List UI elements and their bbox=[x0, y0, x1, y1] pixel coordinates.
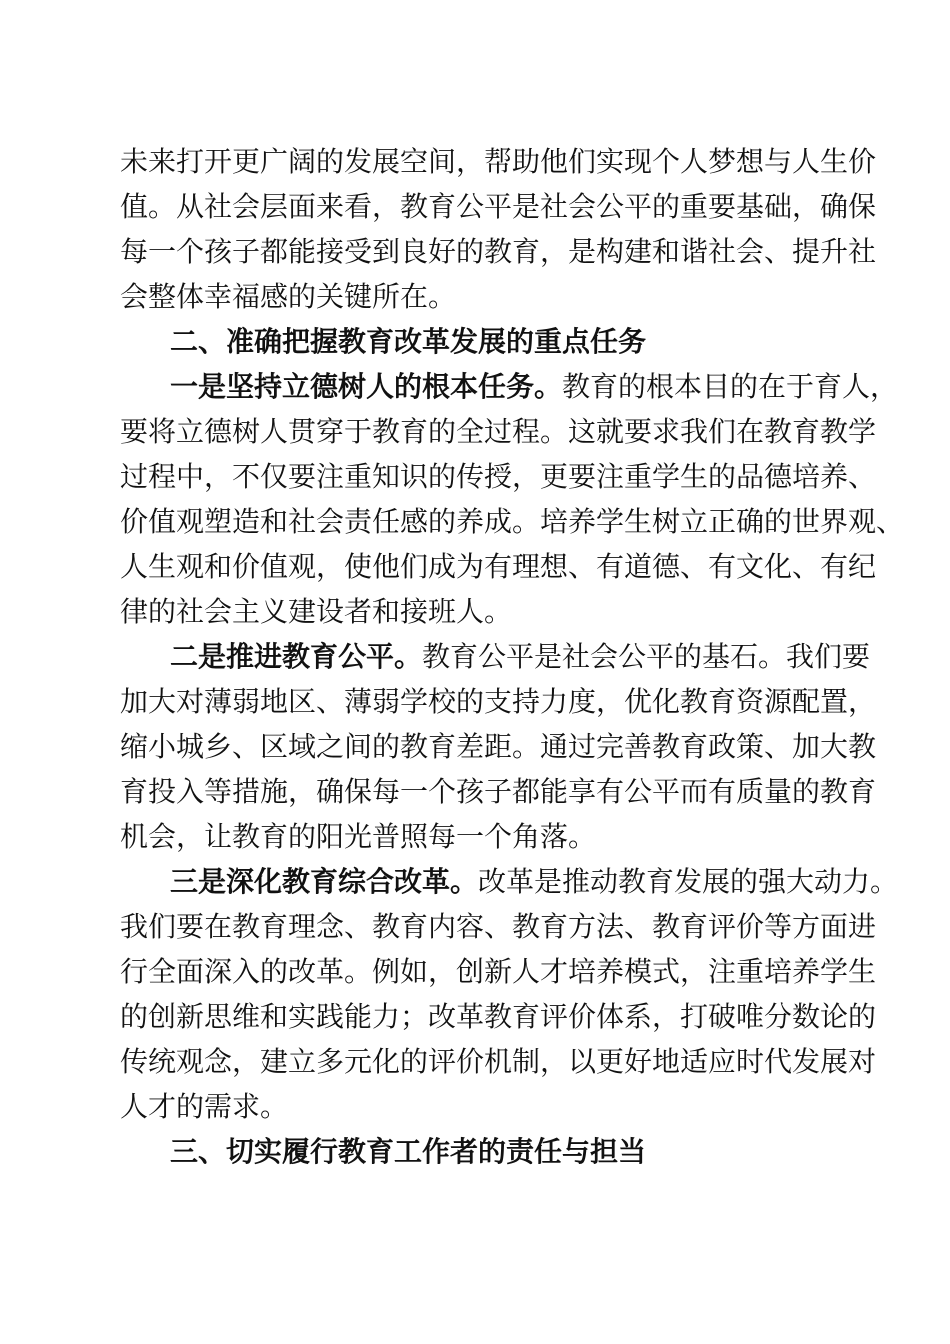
text-line: 的创新思维和实践能力；改革教育评价体系，打破唯分数论的 bbox=[120, 1000, 877, 1033]
text-line: 未来打开更广阔的发展空间，帮助他们实现个人梦想与人生价 bbox=[120, 145, 877, 178]
text-line: 缩小城乡、区域之间的教育差距。通过完善教育政策、加大教 bbox=[120, 730, 877, 763]
text-line: 传统观念，建立多元化的评价机制，以更好地适应时代发展对 bbox=[120, 1045, 877, 1078]
paragraph-first-line bbox=[170, 637, 871, 677]
paragraph-first-line bbox=[170, 367, 899, 407]
text-line: 每一个孩子都能接受到良好的教育，是构建和谐社会、提升社 bbox=[120, 235, 877, 268]
section-heading: 三、切实履行教育工作者的责任与担当 bbox=[170, 1135, 647, 1168]
text-line: 人生观和价值观，使他们成为有理想、有道德、有文化、有纪 bbox=[120, 550, 877, 583]
paragraph-lead: 一是坚持立德树人的根本任务。 bbox=[170, 370, 563, 403]
text-line: 育投入等措施，确保每一个孩子都能享有公平而有质量的教育 bbox=[120, 775, 877, 808]
text-line: 值。从社会层面来看，教育公平是社会公平的重要基础，确保 bbox=[120, 190, 877, 223]
text-line: 我们要在教育理念、教育内容、教育方法、教育评价等方面进 bbox=[120, 910, 877, 943]
paragraph-text: 教育公平是社会公平的基石。我们要 bbox=[422, 640, 871, 673]
text-line: 价值观塑造和社会责任感的养成。培养学生树立正确的世界观、 bbox=[120, 505, 905, 538]
paragraph-text: 改革是推动教育发展的强大动力。 bbox=[478, 865, 899, 898]
text-line: 律的社会主义建设者和接班人。 bbox=[120, 595, 513, 628]
text-line: 人才的需求。 bbox=[120, 1090, 289, 1123]
text-line: 加大对薄弱地区、薄弱学校的支持力度，优化教育资源配置， bbox=[120, 685, 877, 718]
section-heading: 二、准确把握教育改革发展的重点任务 bbox=[170, 325, 647, 358]
paragraph-lead: 二是推进教育公平。 bbox=[170, 640, 423, 673]
text-line: 要将立德树人贯穿于教育的全过程。这就要求我们在教育教学 bbox=[120, 415, 877, 448]
text-line: 会整体幸福感的关键所在。 bbox=[120, 280, 457, 313]
text-line: 行全面深入的改革。例如，创新人才培养模式，注重培养学生 bbox=[120, 955, 877, 988]
paragraph-lead: 三是深化教育综合改革。 bbox=[170, 865, 479, 898]
text-line: 过程中，不仅要注重知识的传授，更要注重学生的品德培养、 bbox=[120, 460, 877, 493]
paragraph-first-line bbox=[170, 862, 899, 902]
paragraph-text: 教育的根本目的在于育人， bbox=[562, 370, 899, 403]
text-line: 机会，让教育的阳光普照每一个角落。 bbox=[120, 820, 597, 853]
